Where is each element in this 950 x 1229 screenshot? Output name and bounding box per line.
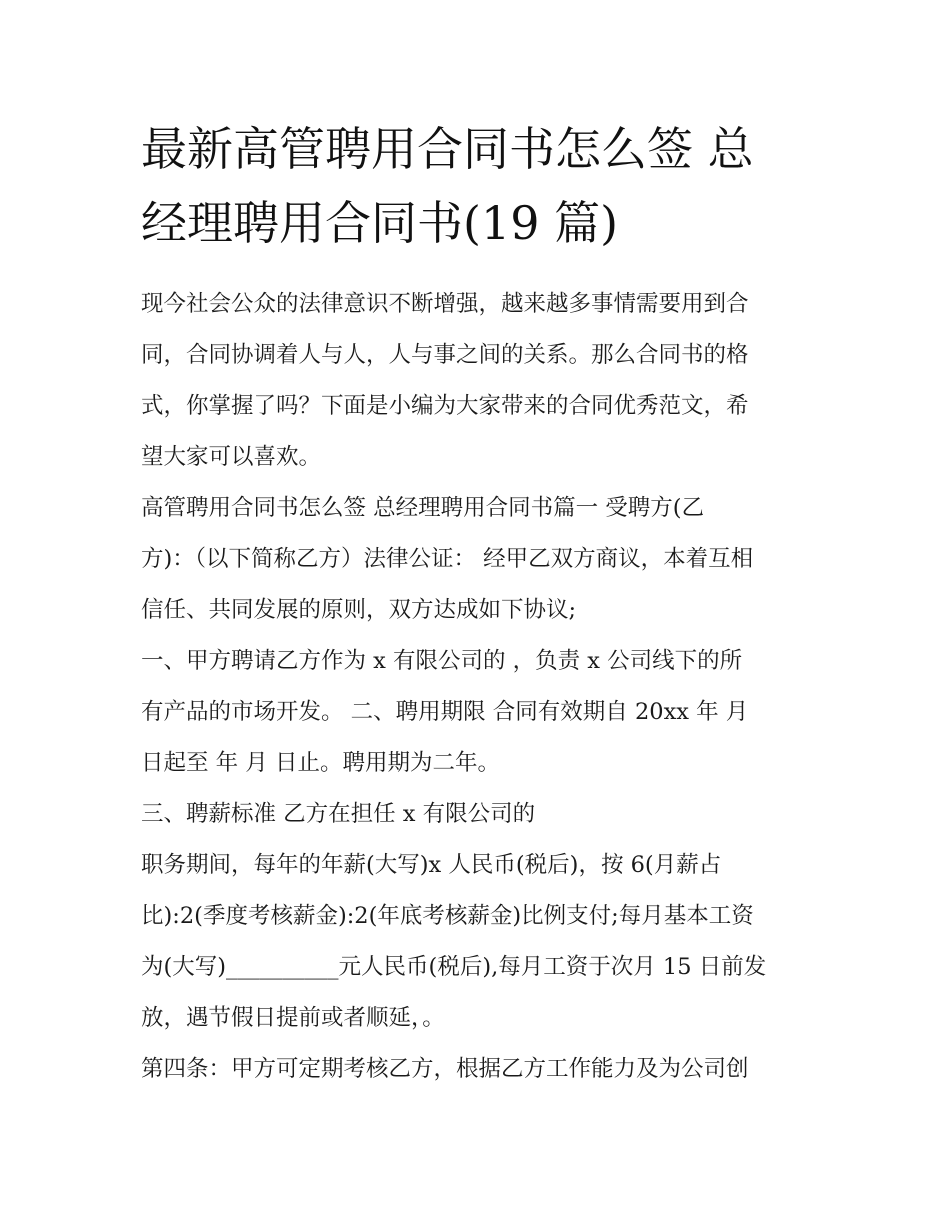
document-title [141,112,821,260]
body-line: 为(大写)__________元人民币(税后),每月工资于次月 15 日前发 [141,954,767,980]
body-line: 信任、共同发展的原则，双方达成如下协议; [141,597,577,623]
body-line: 第四条：甲方可定期考核乙方，根据乙方工作能力及为公司创 [141,1056,749,1082]
body-line: 三、聘薪标准 乙方在担任 x 有限公司的 [141,801,536,827]
body-line: 职务期间，每年的年薪(大写)x 人民币(税后)，按 6(月薪占 [141,852,722,878]
body-line: 放，遇节假日提前或者顺延，。 [141,1005,445,1031]
body-line: 比):2(季度考核薪金):2(年底考核薪金)比例支付;每月基本工资 [141,903,754,929]
body-line: 方)：（以下简称乙方）法律公证： 经甲乙双方商议，本着互相 [141,546,754,572]
document-body [141,279,816,1095]
body-line: 日起至 年 月 日止。聘用期为二年。 [141,750,500,776]
body-line: 式，你掌握了吗？下面是小编为大家带来的合同优秀范文，希 [141,393,749,419]
body-line: 高管聘用合同书怎么签 总经理聘用合同书篇一 受聘方(乙 [141,495,705,521]
body-line: 一、甲方聘请乙方作为 x 有限公司的 ，负责 x 公司线下的所 [141,648,743,674]
title-line: 经理聘用合同书(19 篇) [141,196,619,250]
body-line: 望大家可以喜欢。 [141,444,322,470]
body-line: 同，合同协调着人与人，人与事之间的关系。那么合同书的格 [141,342,749,368]
title-line: 最新高管聘用合同书怎么签 总 [141,122,754,176]
body-line: 有产品的市场开发。 二、聘用期限 合同有效期自 20xx 年 月 [141,699,749,725]
body-line: 现今社会公众的法律意识不断增强，越来越多事情需要用到合 [141,291,749,317]
